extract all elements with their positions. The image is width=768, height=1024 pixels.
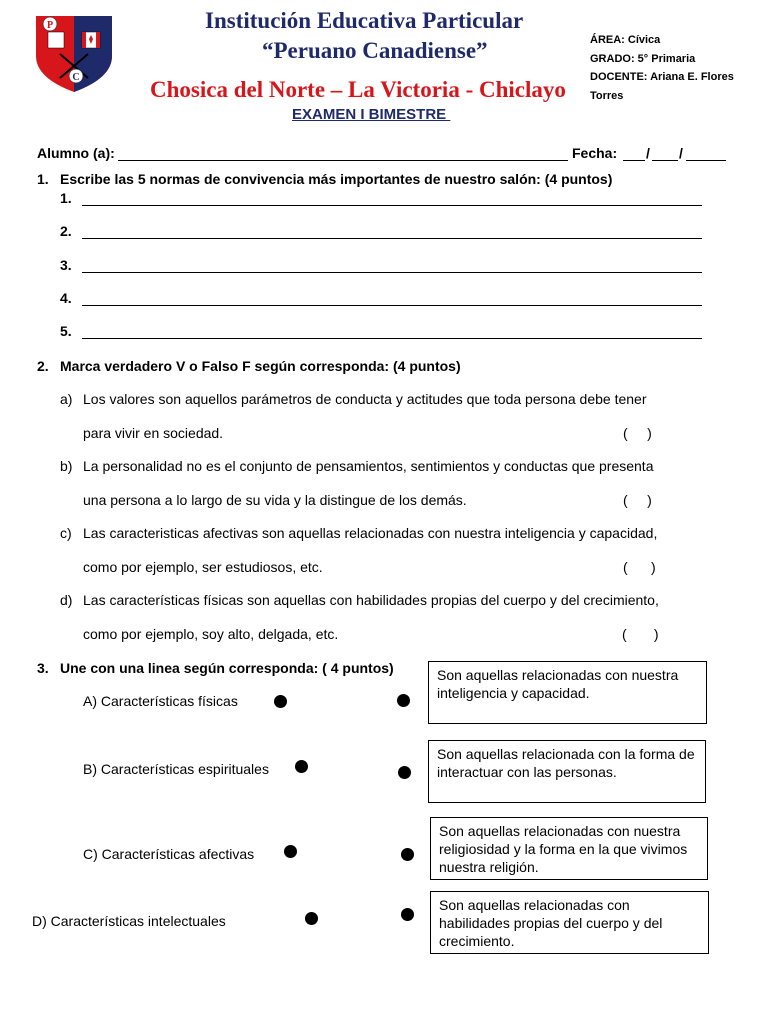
match-definition-box-3: Son aquellas relacionadas con nuestra religiosidad y la forma en la que vivimos nuestra religión. bbox=[430, 817, 708, 880]
question-2-text: Marca verdadero V o Falso F según corresponda: (4 puntos) bbox=[60, 358, 461, 374]
question-1-number: 1. bbox=[37, 171, 49, 187]
tf-answer-box[interactable]: ( ) bbox=[622, 626, 659, 642]
institution-name-line2: “Peruano Canadiense” bbox=[262, 38, 488, 63]
tf-item-text: para vivir en sociedad. bbox=[83, 425, 224, 441]
norm-number: 5. bbox=[60, 323, 72, 339]
norm-answer-line-2[interactable] bbox=[82, 238, 702, 239]
norm-answer-line-3[interactable] bbox=[82, 272, 702, 273]
tf-answer-box[interactable]: ( ) bbox=[623, 559, 656, 575]
match-definition-box-1: Son aquellas relacionadas con nuestra inteligencia y capacidad. bbox=[428, 661, 707, 724]
tf-item-letter: b) bbox=[60, 458, 73, 474]
match-item-a: A) Características físicas bbox=[83, 693, 238, 709]
logo-letter-c: C bbox=[72, 72, 80, 83]
date-separator: / bbox=[679, 145, 683, 161]
area-label: ÁREA: Cívica bbox=[590, 34, 661, 46]
tf-item-text: Las caracteristicas afectivas son aquellas relacionadas con nuestra inteligencia y capacidad, bbox=[83, 525, 658, 541]
norm-answer-line-4[interactable] bbox=[82, 305, 702, 306]
norm-answer-line-5[interactable] bbox=[82, 338, 702, 339]
norm-number: 1. bbox=[60, 190, 72, 206]
tf-item-text: una persona a lo largo de su vida y la distingue de los demás. bbox=[83, 492, 467, 508]
match-definition-box-4: Son aquellas relacionadas con habilidades propias del cuerpo y del crecimiento. bbox=[430, 891, 709, 954]
norm-answer-line-1[interactable] bbox=[82, 205, 702, 206]
match-dot-right-3[interactable] bbox=[401, 848, 414, 861]
fecha-year-field[interactable] bbox=[686, 160, 726, 161]
match-definition-box-2: Son aquellas relacionada con la forma de interactuar con las personas. bbox=[428, 740, 706, 803]
date-separator: / bbox=[646, 145, 650, 161]
tf-item-letter: d) bbox=[60, 592, 73, 608]
match-dot-right-4[interactable] bbox=[401, 908, 414, 921]
tf-item-text: Las características físicas son aquellas con habilidades propias del cuerpo y del crecimiento, bbox=[83, 592, 659, 608]
question-2-number: 2. bbox=[37, 358, 49, 374]
fecha-month-field[interactable] bbox=[652, 160, 678, 161]
school-crest-logo bbox=[34, 14, 114, 94]
tf-item-letter: a) bbox=[60, 391, 73, 407]
docente-label: DOCENTE: Ariana E. Flores bbox=[590, 71, 734, 83]
tf-item-text: como por ejemplo, ser estudiosos, etc. bbox=[83, 559, 323, 575]
fecha-day-field[interactable] bbox=[623, 160, 645, 161]
tf-item-letter: c) bbox=[60, 525, 72, 541]
question-1-text: Escribe las 5 normas de convivencia más importantes de nuestro salón: (4 puntos) bbox=[60, 171, 613, 187]
match-dot-left-b[interactable] bbox=[295, 760, 308, 773]
match-dot-left-c[interactable] bbox=[284, 845, 297, 858]
docente-label-cont: Torres bbox=[590, 90, 624, 102]
school-location: Chosica del Norte – La Victoria - Chiclayo bbox=[150, 77, 566, 102]
norm-number: 3. bbox=[60, 257, 72, 273]
institution-name-line1: Institución Educativa Particular bbox=[205, 8, 524, 33]
logo-letter-p: P bbox=[46, 20, 54, 31]
tf-item-text: como por ejemplo, soy alto, delgada, etc. bbox=[83, 626, 339, 642]
alumno-label: Alumno (a): bbox=[37, 145, 115, 161]
match-item-d: D) Características intelectuales bbox=[32, 913, 226, 929]
question-3-number: 3. bbox=[37, 660, 49, 676]
match-item-b: B) Características espirituales bbox=[83, 761, 269, 777]
tf-answer-box[interactable]: ( ) bbox=[623, 492, 652, 508]
tf-answer-box[interactable]: ( ) bbox=[623, 425, 652, 441]
tf-item-text: La personalidad no es el conjunto de pensamientos, sentimientos y conductas que presenta bbox=[83, 458, 654, 474]
grado-label: GRADO: 5° Primaria bbox=[590, 53, 696, 65]
alumno-name-field[interactable] bbox=[118, 160, 568, 161]
fecha-label: Fecha: bbox=[572, 145, 618, 161]
norm-number: 4. bbox=[60, 290, 72, 306]
match-dot-left-a[interactable] bbox=[274, 695, 287, 708]
question-3-text: Une con una linea según corresponda: ( 4 puntos) bbox=[60, 660, 394, 676]
norm-number: 2. bbox=[60, 223, 72, 239]
match-dot-left-d[interactable] bbox=[305, 912, 318, 925]
match-item-c: C) Características afectivas bbox=[83, 846, 255, 862]
match-dot-right-1[interactable] bbox=[397, 694, 410, 707]
match-dot-right-2[interactable] bbox=[398, 766, 411, 779]
exam-title: EXAMEN I BIMESTRE bbox=[292, 106, 451, 123]
tf-item-text: Los valores son aquellos parámetros de conducta y actitudes que toda persona debe tener bbox=[83, 391, 647, 407]
